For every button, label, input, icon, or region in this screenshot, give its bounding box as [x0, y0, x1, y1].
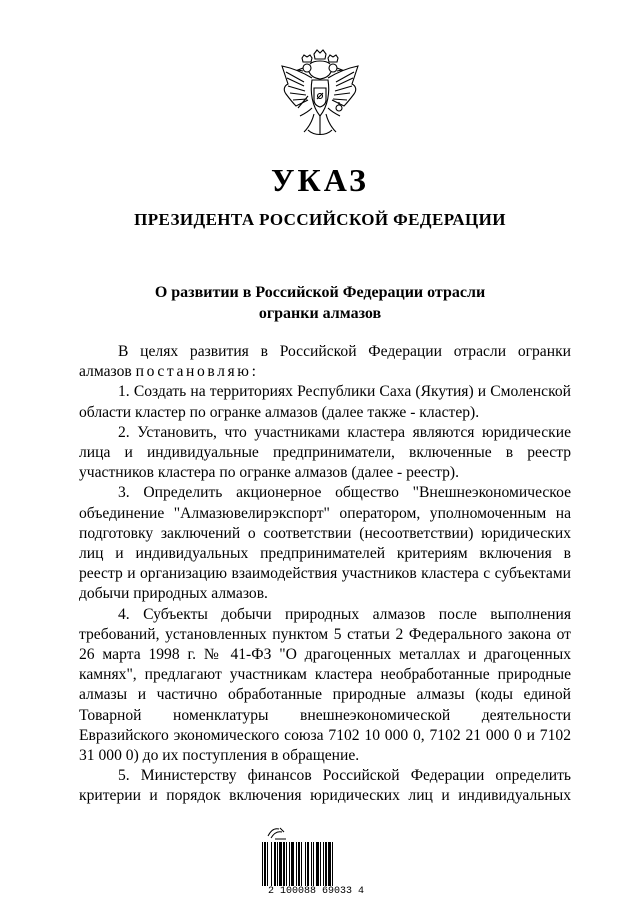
- resolve-word: постановляю: [135, 363, 252, 381]
- paragraph-5: 5. Министерству финансов Российской Федерации определить критерии и порядок включения юридических лиц и индивидуальных: [79, 767, 571, 805]
- preamble-text: В целях развития в Российской Федерации отрасли огранки алмазов: [79, 343, 571, 381]
- preamble-colon: :: [251, 363, 256, 381]
- decree-heading-line: огранки алмазов: [258, 305, 382, 322]
- decree-body: [79, 342, 571, 807]
- barcode-digits: 2 100088 69033 4: [267, 886, 364, 897]
- paragraph-3: 3. Определить акционерное общество "Внешнеэкономическое объединение "Алмазювелирэкспорт" оператором, уполномоченным на подготовку заключений о соответствии (несоответствии) юридических лиц и индивидуальных предпринимателей критериям включения в реестр и организацию взаимодействия участников кластера с субъектами добычи природных алмазов.: [79, 484, 571, 603]
- paragraph-1: 1. Создать на территориях Республики Саха (Якутия) и Смоленской области кластер по огранке алмазов (далее также - кластер).: [79, 383, 571, 421]
- decree-heading-line: О развитии в Российской Федерации отрасли: [154, 284, 486, 301]
- barcode-block: [256, 826, 376, 896]
- barcode: [260, 842, 370, 886]
- document-title: УКАЗ: [271, 162, 369, 198]
- preamble: [79, 342, 571, 382]
- decree-heading: [0, 282, 640, 324]
- printing-house-mark-icon: [266, 826, 288, 840]
- paragraph-4: 4. Субъекты добычи природных алмазов после выполнения требований, установленных пунктом 5 статьи 2 Федерального закона от 26 марта 1998 г. № 41-ФЗ "О драгоценных металлах и драгоценных камнях", предлагают участникам кластера необработанные природные алмазы и частично обработанные природные алмазы (коды единой Товарной номенклатуры внешнеэкономической деятельности Евразийского экономического союза 7102 10 000 0, 7102 21 000 0 и 7102 31 000 0) до их поступления в обращение.: [79, 605, 571, 765]
- issuer-title: ПРЕЗИДЕНТА РОССИЙСКОЙ ФЕДЕРАЦИИ: [134, 210, 506, 229]
- coat-of-arms-icon: [274, 48, 366, 142]
- paragraph-2: 2. Установить, что участниками кластера являются юридические лица и индивидуальные предприниматели, включенные в реестр участников кластера по огранке алмазов (далее - реестр).: [79, 423, 571, 482]
